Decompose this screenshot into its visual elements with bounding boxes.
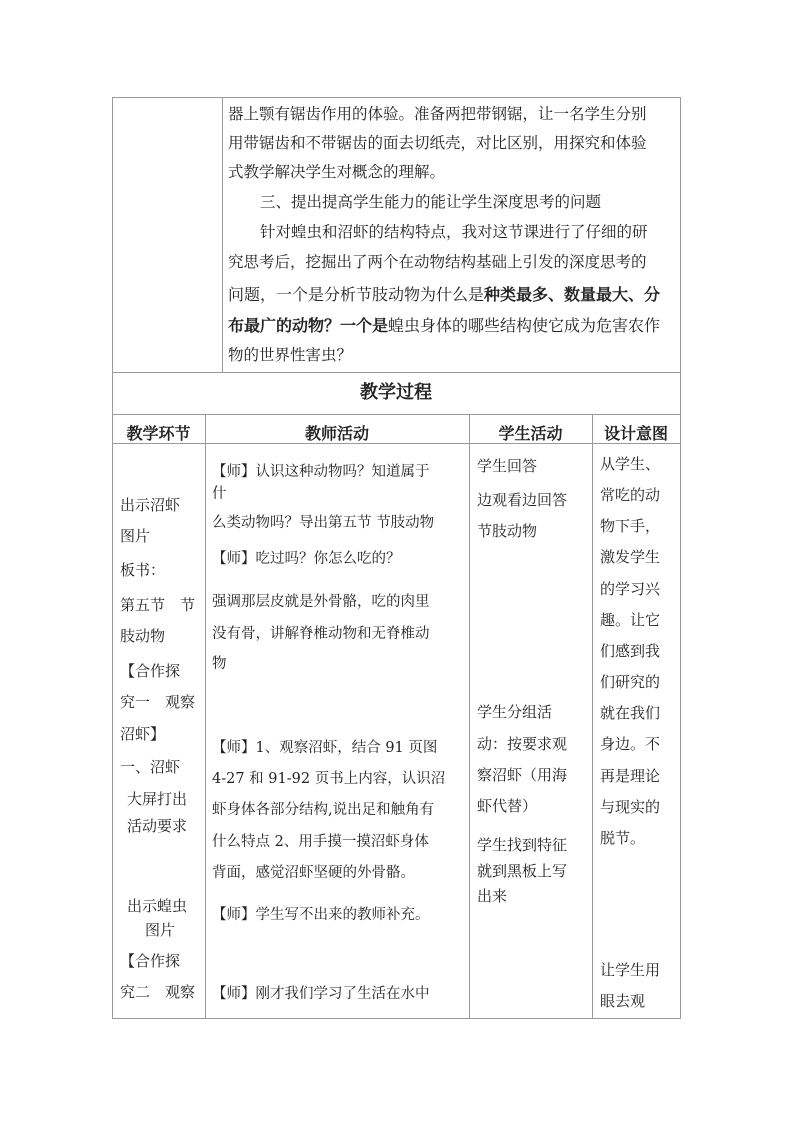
- step-line: 图片: [145, 921, 176, 939]
- teacher-line: 虾身体各部分结构,说出足和触角有: [212, 802, 435, 818]
- intent-line: 们研究的: [600, 673, 661, 691]
- table-border-left: [112, 97, 113, 1019]
- teacher-line: 【师】刚才我们学习了生活在水中: [212, 986, 430, 1002]
- step-line: 出示沼虾: [120, 496, 181, 514]
- intent-line: 脱节。: [600, 829, 646, 847]
- intent-line: 再是理论: [600, 767, 661, 785]
- teacher-line: 物: [212, 656, 227, 672]
- header-teacher-activity: 教师活动: [304, 424, 369, 443]
- col-divider-2: [469, 414, 470, 1019]
- header-student-activity: 学生活动: [498, 424, 563, 443]
- intent-line: 身边。不: [600, 735, 661, 753]
- step-line: 一、沼虾: [120, 758, 181, 776]
- col-divider-1: [205, 414, 206, 1019]
- intro-line: 器上颚有锯齿作用的体验。准备两把带钢锯，让一名学生分别: [228, 105, 647, 123]
- header-design-intent: 设计意图: [603, 424, 668, 443]
- step-line: 板书：: [120, 561, 166, 579]
- student-line: 学生找到特征: [477, 836, 568, 854]
- row-divider-2: [112, 414, 681, 415]
- intent-line: 就在我们: [600, 704, 661, 722]
- teacher-line: 【师】认识这种动物吗？知道属于: [212, 464, 430, 480]
- intro-text-bold: 种类最多、数量最大、分: [484, 285, 661, 304]
- teacher-line: 【师】学生写不出来的教师补充。: [212, 907, 430, 923]
- student-line: 就到黑板上写: [477, 862, 568, 880]
- intro-line: 式教学解决学生对概念的理解。: [228, 163, 446, 181]
- table-border-bottom: [112, 1018, 681, 1019]
- intent-line: 们感到我: [600, 642, 661, 660]
- student-line: 边观看边回答: [477, 491, 568, 509]
- intent-line: 趣。让它: [600, 611, 661, 629]
- teacher-line: 背面，感觉沼虾坚硬的外骨骼。: [212, 865, 415, 881]
- teacher-line: 什: [212, 486, 227, 502]
- intro-line: 三、提出提高学生能力的能让学生深度思考的问题: [260, 193, 602, 211]
- teacher-line: 什么特点 2、用手摸一摸沼虾身体: [212, 834, 429, 850]
- header-teaching-step: 教学环节: [126, 424, 191, 443]
- intent-line: 物下手，: [600, 517, 661, 535]
- intent-line: 与现实的: [600, 798, 661, 816]
- intro-text-bold: 布最广的动物？一个是: [228, 316, 389, 335]
- intro-divider: [222, 97, 223, 372]
- step-line: 活动要求: [127, 817, 188, 835]
- step-line: 究一 观察: [120, 693, 196, 711]
- step-line: 肢动物: [120, 627, 166, 645]
- intro-line: 究思考后，挖掘出了两个在动物结构基础上引发的深度思考的: [228, 253, 647, 271]
- step-line: 【合作探: [120, 662, 181, 680]
- step-line: 第五节 节: [120, 596, 196, 614]
- student-line: 虾代替）: [477, 797, 538, 815]
- intent-line: 的学习兴: [600, 580, 661, 598]
- teacher-line: 【师】1、观察沼虾，结合 91 页图: [212, 740, 438, 756]
- student-line: 节肢动物: [477, 522, 538, 540]
- table-border-top: [112, 97, 681, 98]
- student-line: 动：按要求观: [477, 735, 568, 753]
- intro-line: [228, 311, 680, 340]
- row-divider-1: [112, 372, 681, 373]
- step-line: 出示蝗虫: [127, 897, 188, 915]
- step-line: 图片: [120, 527, 151, 545]
- intent-line: 常吃的动: [600, 486, 661, 504]
- intro-line: 针对蝗虫和沼虾的结构特点，我对这节课进行了仔细的研: [260, 223, 648, 241]
- student-line: 出来: [477, 887, 508, 905]
- step-line: 大屏打出: [127, 790, 188, 808]
- teacher-line: 4-27 和 91-92 页书上内容，认识沼: [212, 771, 446, 787]
- intent-line: 让学生用: [600, 961, 661, 979]
- student-line: 察沼虾（用海: [477, 766, 568, 784]
- teacher-line: 么类动物吗？导出第五节 节肢动物: [212, 515, 435, 531]
- intro-text-normal: 问题，一个是分析节肢动物为什么是: [228, 285, 485, 304]
- intent-line: 眼去观: [600, 992, 646, 1010]
- intent-line: 激发学生: [600, 548, 661, 566]
- teacher-line: 没有骨，讲解脊椎动物和无脊椎动: [212, 626, 430, 642]
- intro-line: 物的世界性害虫？: [228, 346, 353, 364]
- intent-line: 从学生、: [600, 455, 661, 473]
- teacher-line: 【师】吃过吗？你怎么吃的？: [212, 551, 401, 567]
- section-title: 教学过程: [360, 382, 432, 403]
- intro-line: [228, 280, 680, 309]
- step-line: 【合作探: [120, 952, 181, 970]
- intro-text-normal: 蝗虫身体的哪些结构使它成为危害农作: [388, 316, 661, 335]
- student-line: 学生回答: [477, 457, 538, 475]
- student-line: 学生分组活: [477, 703, 553, 721]
- step-line: 究二 观察: [120, 983, 196, 1001]
- col-divider-3: [592, 414, 593, 1019]
- step-line: 沼虾】: [120, 725, 166, 743]
- teacher-line: 强调那层皮就是外骨骼，吃的肉里: [212, 594, 430, 610]
- intro-line: 用带锯齿和不带锯齿的面去切纸壳，对比区别，用探究和体验: [228, 134, 647, 152]
